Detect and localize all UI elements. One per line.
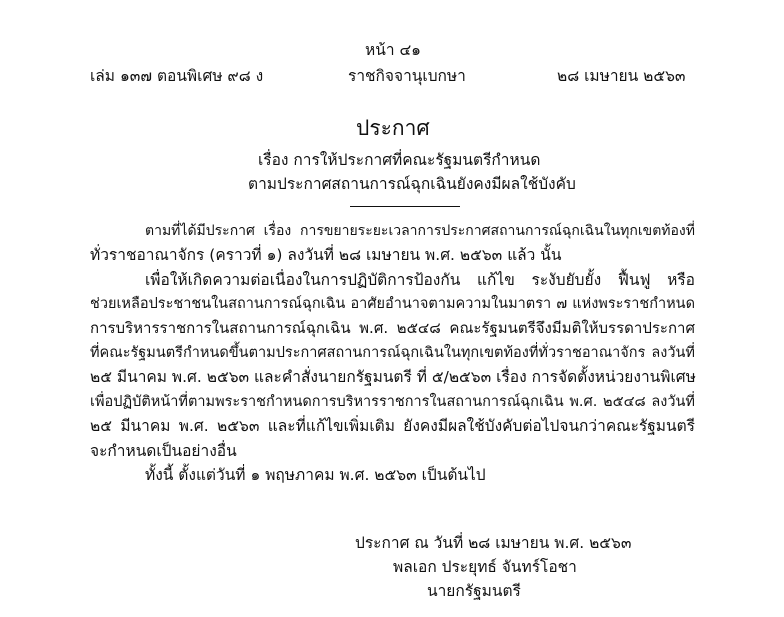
paragraph-2-line-5: ๒๕ มีนาคม พ.ศ. ๒๕๖๓ และคำสั่งนายกรัฐมนตรี ที่ ๕/๒๕๖๓ เรื่อง การจัดตั้งหน่วยงานพิเศษ: [90, 368, 696, 386]
gazette-name: ราชกิจจานุเบกษา: [348, 67, 466, 85]
paragraph-1-line-2: ทั่วราชอาณาจักร (คราวที่ ๑) ลงวันที่ ๒๘ เมษายน พ.ศ. ๒๕๖๓ แล้ว นั้น: [90, 246, 562, 264]
paragraph-2-line-6: เพื่อปฏิบัติหน้าที่ตามพระราชกำหนดการบริหารราชการในสถานการณ์ฉุกเฉิน พ.ศ. ๒๕๔๘ ลงวันที่: [90, 394, 695, 410]
signatory-position: นายกรัฐมนตรี: [427, 582, 521, 600]
subject-line-2: ตามประกาศสถานการณ์ฉุกเฉินยังคงมีผลใช้บังคับ: [248, 175, 576, 193]
announcement-title: ประกาศ: [356, 116, 430, 140]
paragraph-2-line-8: จะกำหนดเป็นอย่างอื่น: [90, 442, 237, 460]
issue-date: ๒๘ เมษายน ๒๕๖๓: [557, 67, 686, 85]
signatory-name: พลเอก ประยุทธ์ จันทร์โอชา: [393, 558, 577, 576]
subject-line-1: เรื่อง การให้ประกาศที่คณะรัฐมนตรีกำหนด: [258, 151, 541, 169]
paragraph-2-line-7: ๒๕ มีนาคม พ.ศ. ๒๕๖๓ และที่แก้ไขเพิ่มเติม ยังคงมีผลใช้บังคับต่อไปจนกว่าคณะรัฐมนตรี: [90, 417, 695, 435]
volume-info: เล่ม ๑๓๗ ตอนพิเศษ ๙๘ ง: [90, 67, 264, 85]
paragraph-2-line-1: เพื่อให้เกิดความต่อเนื่องในการปฏิบัติการป้องกัน แก้ไข ระงับยับยั้ง ฟื้นฟู หรือ: [145, 271, 695, 289]
paragraph-2-line-3: การบริหารราชการในสถานการณ์ฉุกเฉิน พ.ศ. ๒๕๔๘ คณะรัฐมนตรีจึงมีมติให้บรรดาประกาศ: [90, 319, 695, 337]
paragraph-1-line-1: ตามที่ได้มีประกาศ เรื่อง การขยายระยะเวลาการประกาศสถานการณ์ฉุกเฉินในทุกเขตท้องที่: [145, 223, 695, 239]
paragraph-2-line-2: ช่วยเหลือประชาชนในสถานการณ์ฉุกเฉิน อาศัยอำนาจตามความในมาตรา ๗ แห่งพระราชกำหนด: [90, 296, 695, 312]
paragraph-2-line-4: ที่คณะรัฐมนตรีกำหนดขึ้นตามประกาศสถานการณ์ฉุกเฉินในทุกเขตท้องที่ทั่วราชอาณาจักร ลงวันที่: [90, 345, 695, 361]
effective-date-paragraph: ทั้งนี้ ตั้งแต่วันที่ ๑ พฤษภาคม พ.ศ. ๒๕๖๓ เป็นต้นไป: [145, 466, 486, 484]
title-divider: [350, 206, 460, 207]
page-number: หน้า ๔๑: [365, 41, 422, 59]
signature-date: ประกาศ ณ วันที่ ๒๘ เมษายน พ.ศ. ๒๕๖๓: [355, 534, 632, 552]
